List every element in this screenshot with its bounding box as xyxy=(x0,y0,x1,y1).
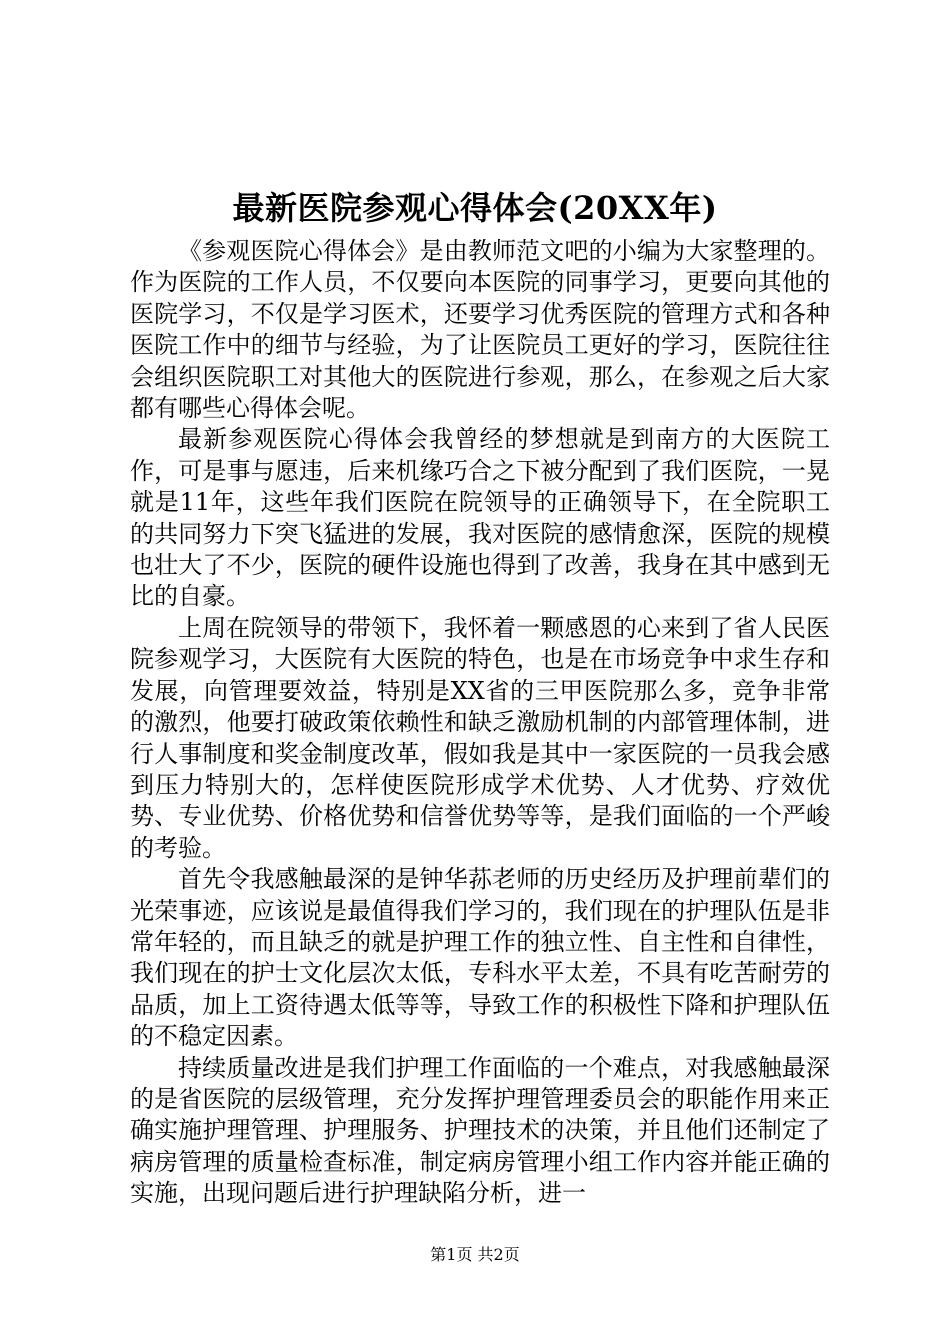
document-title: 最新医院参观心得体会(20XX年) xyxy=(232,189,718,227)
paragraph-3: 上周在院领导的带领下，我怀着一颗感恩的心来到了省人民医院参观学习，大医院有大医院的特色，也是在市场竞争中求生存和发展，向管理要效益，特别是XX省的三甲医院那么多，竞争非常的激烈，他要打破政策依赖性和缺乏激励机制的内部管理体制，进行人事制度和奖金制度改革，假如我是其中一家医院的一员我会感到压力特别大的，怎样使医院形成学术优势、人才优势、疗效优势、专业优势、价格优势和信誉优势等等，是我们面临的一个严峻的考验。 xyxy=(130,613,830,862)
document-body xyxy=(130,236,830,1210)
paragraph-1: 《参观医院心得体会》是由教师范文吧的小编为大家整理的。作为医院的工作人员，不仅要向本医院的同事学习，更要向其他的医院学习，不仅是学习医术，还要学习优秀医院的管理方式和各种医院工作中的细节与经验，为了让医院员工更好的学习，医院往往会组织医院职工对其他大的医院进行参观，那么，在参观之后大家都有哪些心得体会呢。 xyxy=(130,237,830,423)
page-footer: 第1页 共2页 xyxy=(430,1245,520,1264)
paragraph-5: 持续质量改进是我们护理工作面临的一个难点，对我感触最深的是省医院的层级管理，充分发挥护理管理委员会的职能作用来正确实施护理管理、护理服务、护理技术的决策，并且他们还制定了病房管理的质量检查标准，制定病房管理小组工作内容并能正确的实施，出现问题后进行护理缺陷分析，进一 xyxy=(130,1053,830,1208)
paragraph-2: 最新参观医院心得体会我曾经的梦想就是到南方的大医院工作，可是事与愿违，后来机缘巧合之下被分配到了我们医院，一晃就是11年，这些年我们医院在院领导的正确领导下，在全院职工的共同努力下突飞猛进的发展，我对医院的感情愈深，医院的规模也壮大了不少，医院的硬件设施也得到了改善，我身在其中感到无比的自豪。 xyxy=(130,425,830,611)
paragraph-4: 首先令我感触最深的是钟华荪老师的历史经历及护理前辈们的光荣事迹，应该说是最值得我们学习的，我们现在的护理队伍是非常年轻的，而且缺乏的就是护理工作的独立性、自主性和自律性，我们现在的护士文化层次太低，专科水平太差，不具有吃苦耐劳的品质，加上工资待遇太低等等，导致工作的积极性下降和护理队伍的不稳定因素。 xyxy=(130,865,830,1051)
